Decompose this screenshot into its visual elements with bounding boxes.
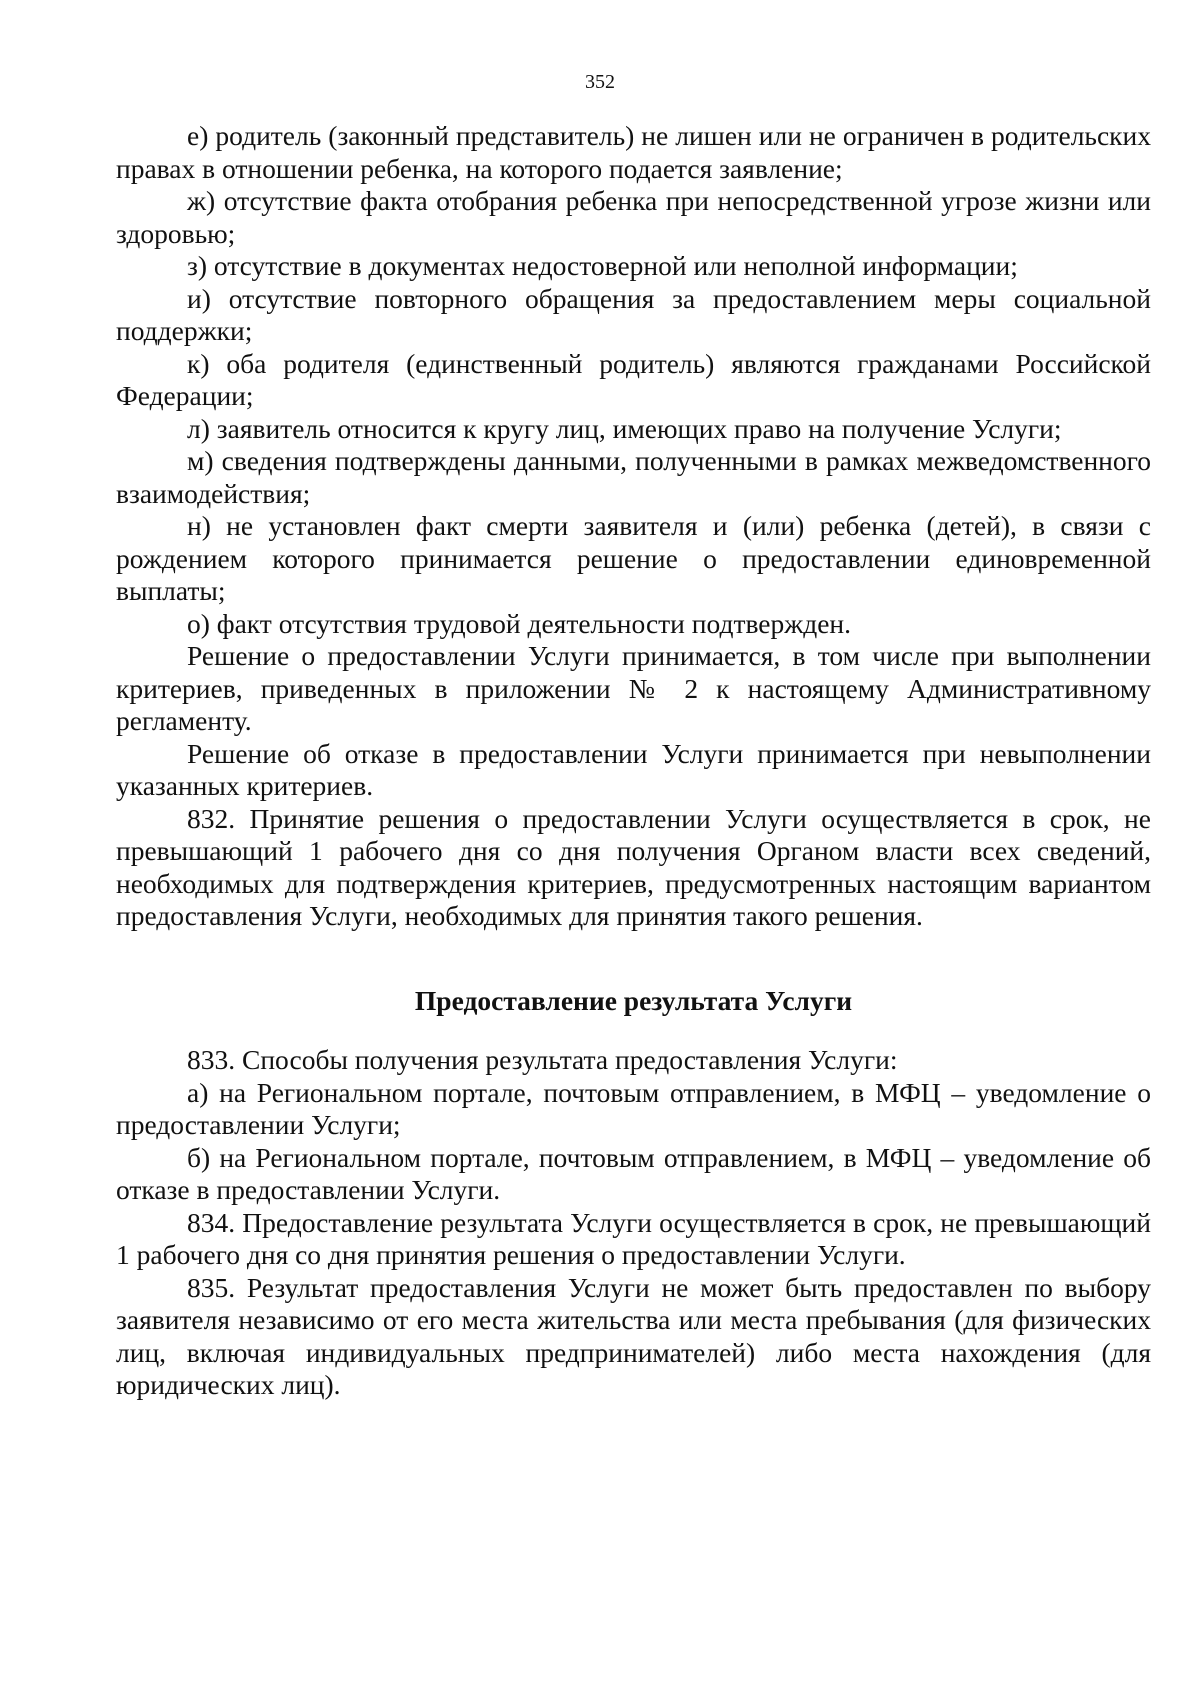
section-heading: Предоставление результата Услуги (414, 984, 853, 1016)
paragraph-item-i: и) отсутствие повторного обращения за предоставлением меры социальной поддержки; (116, 282, 1151, 346)
paragraph-decision-refusal: Решение об отказе в предоставлении Услуги принимается при невыполнении указанных критериев. (116, 737, 1151, 801)
paragraph-833: 833. Способы получения результата предоставления Услуги: (187, 1044, 898, 1075)
paragraph-832: 832. Принятие решения о предоставлении Услуги осуществляется в срок, не превышающий 1 рабочего дня со дня получения Органом власти всех сведений, необходимых для подтверждения критериев, предусмотренных настоящим вариантом предоставления Услуги, необходимых для принятия такого решения. (116, 802, 1151, 931)
paragraph-decision-grant: Решение о предоставлении Услуги принимается, в том числе при выполнении критериев, приведенных в приложении № 2 к настоящему Административному регламенту. (116, 640, 1151, 736)
paragraph-833-b: б) на Региональном портале, почтовым отправлением, в МФЦ – уведомление об отказе в предоставлении Услуги. (116, 1141, 1151, 1205)
paragraph-item-o: о) факт отсутствия трудовой деятельности подтвержден. (187, 607, 852, 639)
paragraph-item-l: л) заявитель относится к кругу лиц, имеющих право на получение Услуги; (187, 412, 1062, 444)
paragraph-item-n: н) не установлен факт смерти заявителя и (или) ребенка (детей), в связи с рождением которого принимается решение о предоставлении единовременной выплаты; (116, 510, 1151, 606)
paragraph-835: 835. Результат предоставления Услуги не может быть предоставлен по выбору заявителя независимо от его места жительства или места пребывания (для физических лиц, включая индивидуальных предпринимателей) либо места нахождения (для юридических лиц). (116, 1271, 1151, 1400)
page-number: 352 (585, 71, 615, 93)
paragraph-item-e: е) родитель (законный представитель) не лишен или не ограничен в родительских правах в отношении ребенка, на которого подается заявление; (116, 120, 1151, 184)
paragraph-item-z: з) отсутствие в документах недостоверной или неполной информации; (187, 250, 1018, 281)
paragraph-834: 834. Предоставление результата Услуги осуществляется в срок, не превышающий 1 рабочего дня со дня принятия решения о предоставлении Услуги. (116, 1206, 1151, 1270)
paragraph-item-k: к) оба родителя (единственный родитель) являются гражданами Российской Федерации; (116, 347, 1151, 411)
paragraph-item-m: м) сведения подтверждены данными, полученными в рамках межведомственного взаимодействия; (116, 445, 1151, 509)
paragraph-item-zh: ж) отсутствие факта отобрания ребенка при непосредственной угрозе жизни или здоровью; (116, 185, 1151, 249)
document-body (116, 120, 1151, 1402)
paragraph-833-a: а) на Региональном портале, почтовым отправлением, в МФЦ – уведомление о предоставлении Услуги; (116, 1076, 1151, 1140)
